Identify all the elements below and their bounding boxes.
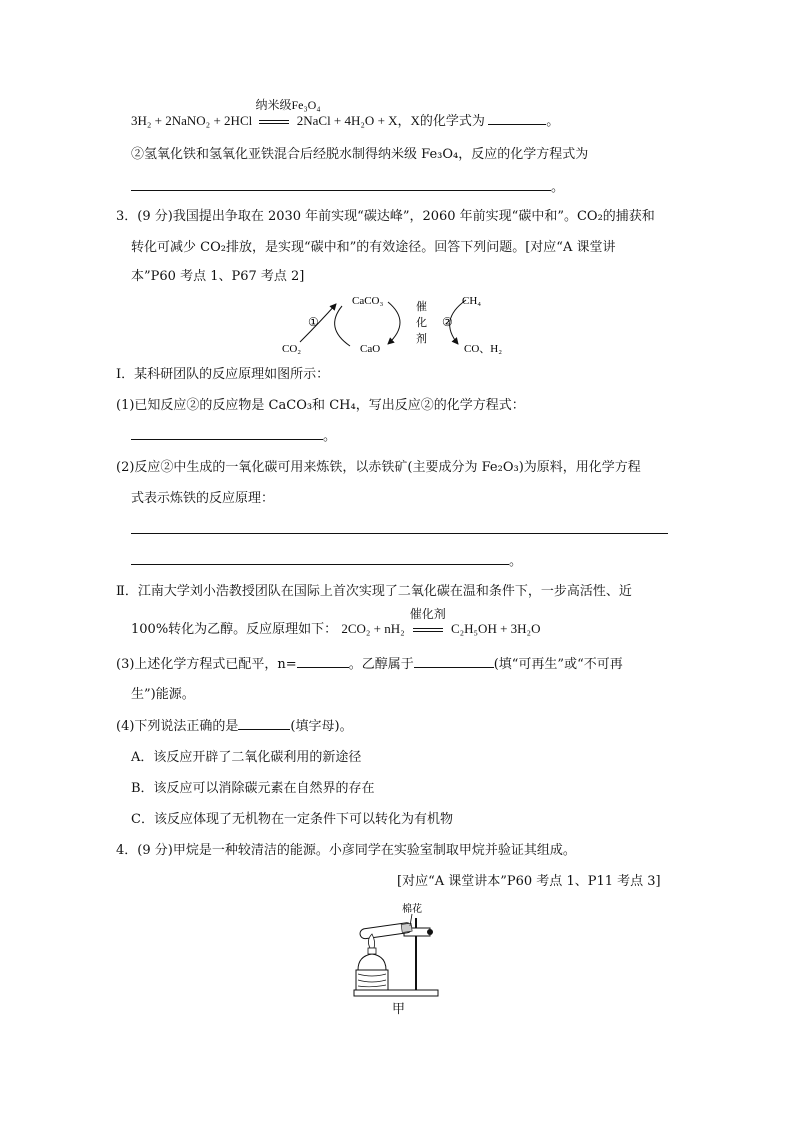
sub-question-4 (116, 717, 353, 736)
answer-line (131, 427, 336, 446)
answer-blank[interactable] (488, 112, 546, 125)
catalyst-char-1: 催 (416, 300, 427, 313)
sub-question-2: (2)反应②中生成的一氧化碳可用来炼铁，以赤铁矿(主要成分为 Fe₂O₃)为原料，用化学方程 (116, 460, 641, 475)
answer-line (131, 521, 668, 540)
answer-blank[interactable] (297, 655, 349, 668)
equation-right: C₂H₅OH + 3H₂O (450, 621, 541, 636)
text: (填字母)。 (290, 719, 353, 734)
option-c: C．该反应体现了无机物在一定条件下可以转化为有机物 (131, 812, 453, 827)
catalyst-char-3: 剂 (416, 332, 427, 345)
products-label: CO、H₂ (464, 343, 503, 355)
answer-line (131, 552, 522, 571)
condition-label: 纳米级Fe₃O₄ (255, 98, 321, 112)
punct: 。 (323, 429, 337, 444)
part2-text: Ⅱ．江南大学刘小浩教授团队在国际上首次实现了二氧化碳在温和条件下，一步高活性、近 (116, 584, 632, 599)
punct: 。 (546, 113, 560, 128)
text: (4)下列说法正确的是 (116, 719, 239, 734)
cotton-label: 棉花 (402, 904, 422, 915)
sub-question-3-cont: 生”)能源。 (131, 687, 195, 702)
option-b: B．该反应可以消除碳元素在自然界的存在 (131, 781, 375, 796)
reaction-2-marker: ② (442, 315, 453, 329)
answer-blank[interactable] (238, 717, 290, 730)
part2-equation-line (131, 607, 541, 639)
text: 。乙醇属于 (348, 657, 414, 672)
text: (3)上述化学方程式已配平，n= (116, 657, 297, 672)
apparatus-figure (344, 898, 444, 1016)
q4-intro: 4．(9 分)甲烷是一种较清洁的能源。小彦同学在实验室制取甲烷并验证其组成。 (116, 843, 576, 858)
equation-line (131, 98, 560, 130)
q3-intro-2: 转化可减少 CO₂排放，是实现“碳中和”的有效途径。回答下列问题。[对应“A 课堂讲 (131, 240, 616, 255)
equation-right: 2NaCl + 4H₂O + X，X的化学式为 (296, 113, 485, 128)
figure-label: 甲 (392, 1002, 406, 1017)
punct: 。 (551, 180, 565, 195)
catalyst-char-2: 化 (416, 316, 427, 329)
text: (填“可再生”或“不可再 (493, 657, 623, 672)
q3-intro-1: 3．(9 分)我国提出争取在 2030 年前实现“碳达峰”，2060 年前实现“碳中和”。CO₂的捕获和 (116, 209, 655, 224)
part1-title: Ⅰ．某科研团队的反应原理如图所示： (116, 367, 330, 382)
answer-blank[interactable] (131, 178, 551, 191)
equation-left: 2CO₂ + nH₂ (341, 621, 405, 636)
co2-label: CO₂ (282, 343, 302, 355)
punct: 。 (509, 554, 523, 569)
answer-blank[interactable] (414, 655, 494, 668)
question-text: ②氢氧化铁和氢氧化亚铁混合后经脱水制得纳米级 Fe₃O₄，反应的化学方程式为 (131, 147, 589, 162)
option-a: A．该反应开辟了二氧化碳利用的新途径 (131, 750, 362, 765)
condition-label: 催化剂 (409, 607, 446, 621)
answer-line (131, 178, 564, 197)
answer-blank[interactable] (131, 552, 509, 565)
caco3-label: CaCO₃ (352, 295, 384, 307)
sub-question-2-cont: 式表示炼铁的反应原理： (131, 491, 275, 506)
cao-label: CaO (360, 343, 381, 355)
reaction-1-marker: ① (308, 315, 319, 329)
q3-intro-3: 本”P60 考点 1、P67 考点 2] (131, 269, 305, 284)
q4-reference: [对应“A 课堂讲本”P60 考点 1、P11 考点 3] (397, 874, 661, 889)
reaction-condition (255, 98, 321, 130)
equation-left: 3H₂ + 2NaNO₂ + 2HCl (131, 113, 253, 128)
sub-question-1: (1)已知反应②的反应物是 CaCO₃和 CH₄，写出反应②的化学方程式： (116, 398, 525, 413)
sub-question-3 (116, 655, 623, 674)
reaction-cycle-diagram (280, 288, 520, 360)
ch4-label: CH₄ (462, 295, 482, 307)
answer-blank[interactable] (131, 521, 668, 534)
reaction-condition (409, 607, 447, 639)
answer-blank[interactable] (131, 427, 323, 440)
part2-text-cont: 100%转化为乙醇。反应原理如下： (131, 622, 338, 637)
